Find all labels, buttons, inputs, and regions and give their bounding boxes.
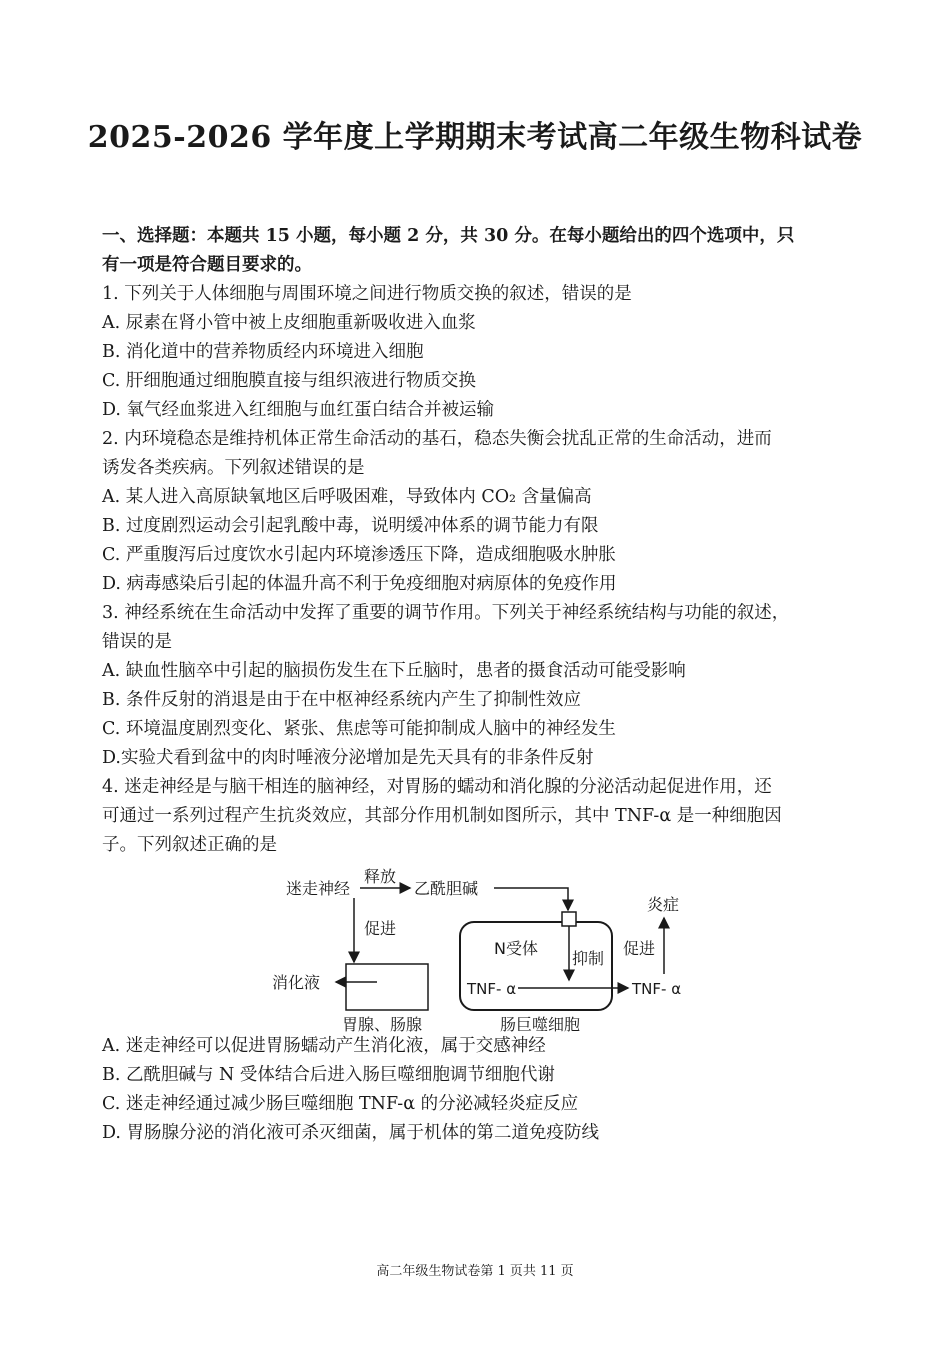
ach-arrow (494, 888, 568, 910)
question-option[interactable]: D. 胃肠腺分泌的消化液可杀灭细菌，属于机体的第二道免疫防线 (102, 1123, 600, 1143)
question-option[interactable]: C. 肝细胞通过细胞膜直接与组织液进行物质交换 (102, 371, 476, 391)
inhibit-label: 抑制 (572, 949, 605, 968)
tnf-inside-label: TNF- α (467, 980, 517, 998)
question-option[interactable]: A. 尿素在肾小管中被上皮细胞重新吸收进入血浆 (102, 313, 476, 333)
section-heading: 一、选择题：本题共 15 小题，每小题 2 分，共 30 分。在每小题给出的四个选项中，只 (102, 226, 795, 246)
page-footer: 高二年级生物试卷第 1 页共 11 页 (376, 1264, 574, 1279)
question-stem: 错误的是 (102, 632, 172, 652)
glands-box (346, 964, 428, 1010)
exam-content (102, 222, 862, 1148)
question-stem: 4. 迷走神经是与脑干相连的脑神经，对胃肠的蠕动和消化腺的分泌活动起促进作用，还 (102, 777, 772, 797)
n-receptor-label: N受体 (494, 939, 538, 958)
digestive-fluid-label: 消化液 (272, 973, 321, 992)
question-option[interactable]: D. 病毒感染后引起的体温升高不利于免疫细胞对病原体的免疫作用 (102, 574, 617, 594)
question-option[interactable]: B. 条件反射的消退是由于在中枢神经系统内产生了抑制性效应 (102, 690, 581, 710)
question-option[interactable]: C. 环境温度剧烈变化、紧张、焦虑等可能抑制成人脑中的神经发生 (102, 719, 616, 739)
question-option[interactable]: D.实验犬看到盆中的肉时唾液分泌增加是先天具有的非条件反射 (102, 748, 594, 768)
release-label: 释放 (364, 867, 397, 886)
question-option[interactable]: C. 迷走神经通过减少肠巨噬细胞 TNF-α 的分泌减轻炎症反应 (102, 1094, 579, 1114)
question-option[interactable]: B. 乙酰胆碱与 N 受体结合后进入肠巨噬细胞调节细胞代谢 (102, 1065, 555, 1085)
mechanism-diagram-svg (102, 862, 862, 1032)
question-option[interactable]: A. 某人进入高原缺氧地区后呼吸困难，导致体内 CO₂ 含量偏高 (102, 487, 592, 507)
acetylcholine-label: 乙酰胆碱 (414, 879, 479, 898)
tnf-outside-label: TNF- α (632, 980, 682, 998)
question-option[interactable]: D. 氧气经血浆进入红细胞与血红蛋白结合并被运输 (102, 400, 495, 420)
question-stem: 诱发各类疾病。下列叙述错误的是 (102, 458, 365, 478)
section-heading: 有一项是符合题目要求的。 (102, 255, 312, 275)
question-option[interactable]: B. 消化道中的营养物质经内环境进入细胞 (102, 342, 424, 362)
macrophage-label: 肠巨噬细胞 (500, 1015, 581, 1032)
question-option[interactable]: A. 缺血性脑卒中引起的脑损伤发生在下丘脑时，患者的摄食活动可能受影响 (102, 661, 686, 681)
question-option[interactable]: B. 过度剧烈运动会引起乳酸中毒，说明缓冲体系的调节能力有限 (102, 516, 599, 536)
question-stem: 可通过一系列过程产生抗炎效应，其部分作用机制如图所示，其中 TNF-α 是一种细胞因 (102, 806, 782, 826)
question-stem: 1. 下列关于人体细胞与周围环境之间进行物质交换的叙述，错误的是 (102, 284, 632, 304)
question-stem: 子。下列叙述正确的是 (102, 835, 277, 855)
question-stem: 3. 神经系统在生命活动中发挥了重要的调节作用。下列关于神经系统结构与功能的叙述， (102, 603, 790, 623)
question-option[interactable]: C. 严重腹泻后过度饮水引起内环境渗透压下降，造成细胞吸水肿胀 (102, 545, 616, 565)
question-option[interactable]: A. 迷走神经可以促进胃肠蠕动产生消化液，属于交感神经 (102, 1036, 546, 1056)
question-stem: 2. 内环境稳态是维持机体正常生命活动的基石，稳态失衡会扰乱正常的生命活动，进而 (102, 429, 772, 449)
inflammation-label: 炎症 (647, 895, 680, 914)
receptor-icon (562, 912, 576, 926)
page-title: 2025-2026 学年度上学期期末考试高二年级生物科试卷 (87, 120, 863, 155)
vagus-nerve-label: 迷走神经 (286, 879, 351, 898)
promote-label-1: 促进 (364, 919, 397, 938)
mechanism-diagram (102, 862, 862, 1032)
promote-label-2: 促进 (623, 939, 656, 958)
glands-label: 胃腺、肠腺 (342, 1015, 423, 1032)
